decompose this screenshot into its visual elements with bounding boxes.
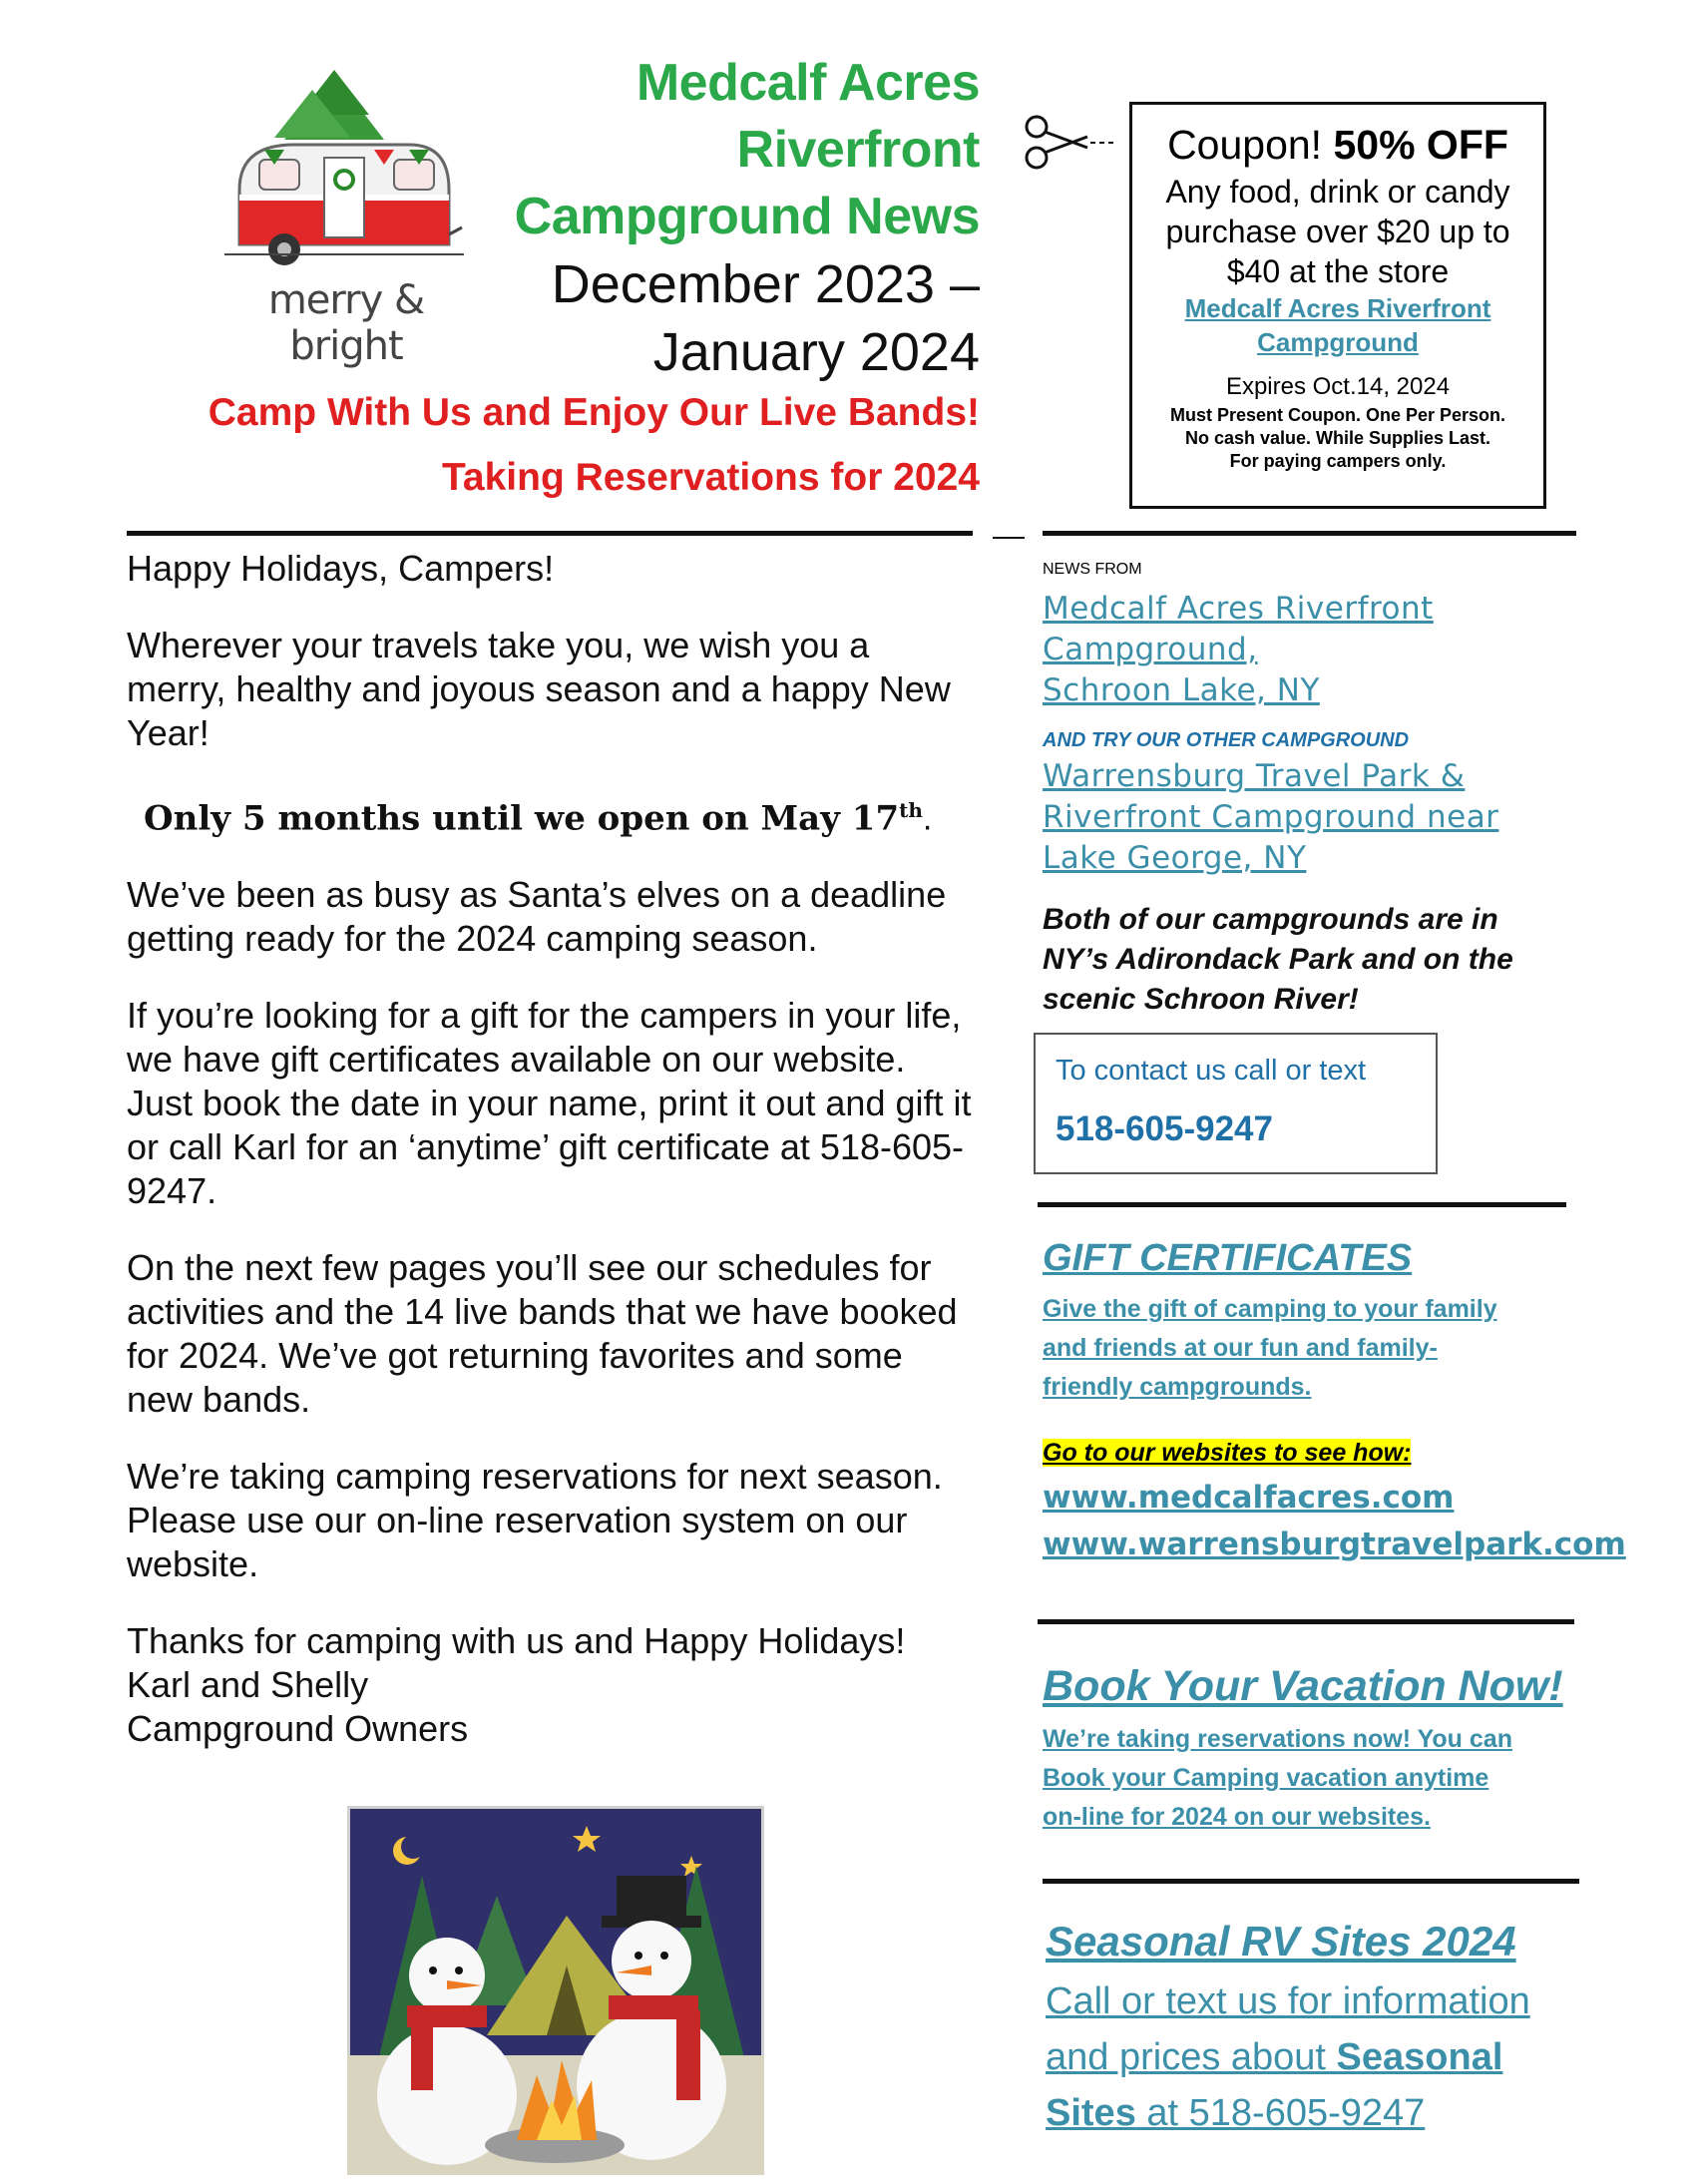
coupon-terms: [1132, 172, 1543, 291]
letter-paragraph: We’ve been as busy as Santa’s elves on a deadline getting ready for the 2024 camping season.: [127, 874, 947, 960]
seasonal-bold: Seasonal: [1336, 2036, 1503, 2078]
seasonal-sites-text[interactable]: [1046, 1973, 1604, 2141]
title-line-2: Riverfront: [736, 121, 980, 179]
snowmen-campfire-painting: [347, 1806, 764, 2175]
note-line: Both of our campgrounds are in: [1043, 903, 1498, 936]
contact-phone[interactable]: 518-605-9247: [1056, 1109, 1273, 1148]
small-divider: [993, 537, 1025, 539]
sidebar-divider-1: [1038, 1202, 1566, 1207]
holiday-letter: [127, 547, 975, 1751]
link-line: Medcalf Acres Riverfront: [1043, 591, 1434, 627]
seasonal-text: and prices about: [1046, 2036, 1337, 2078]
body-line: Book your Camping vacation anytime: [1043, 1764, 1489, 1792]
tagline-bands: Camp With Us and Enjoy Our Live Bands!: [208, 391, 980, 434]
fine-print-line: No cash value. While Supplies Last.: [1184, 428, 1491, 448]
gift-certificates-text[interactable]: [1043, 1290, 1601, 1407]
logo-caption: merry & bright: [267, 277, 425, 369]
right-divider: [1043, 531, 1576, 536]
body-line: friendly campgrounds.: [1043, 1373, 1312, 1401]
sidebar-divider-2: [1038, 1619, 1574, 1624]
link-line: Schroon Lake, NY: [1043, 672, 1320, 708]
coupon-terms-line: purchase over $20 up to: [1165, 214, 1510, 249]
countdown-text: Only 5 months until we open on May 17: [144, 798, 900, 839]
coupon-fine-print: [1132, 404, 1543, 473]
countdown-period: .: [922, 799, 933, 838]
left-divider: [127, 531, 973, 536]
letter-closing: [127, 1619, 975, 1751]
contact-label: To contact us call or text: [1056, 1055, 1367, 1087]
warrensburg-link[interactable]: [1043, 756, 1601, 879]
closing-line: Thanks for camping with us and Happy Holidays!: [127, 1620, 906, 1662]
website-medcalf[interactable]: www.medcalfacres.com: [1043, 1480, 1455, 1516]
seasonal-sites-heading[interactable]: Seasonal RV Sites 2024: [1046, 1918, 1516, 1965]
other-campground-label: AND TRY OUR OTHER CAMPGROUND: [1043, 729, 1410, 751]
body-line: on-line for 2024 on our websites.: [1043, 1803, 1431, 1831]
news-from-label: NEWS FROM: [1043, 561, 1142, 578]
closing-title: Campground Owners: [127, 1708, 469, 1750]
coupon-headline: [1132, 120, 1543, 170]
link-line: Lake George, NY: [1043, 840, 1307, 876]
opening-countdown: [127, 788, 975, 840]
seasonal-line: [1046, 2029, 1604, 2085]
letter-paragraph: Wherever your travels take you, we wish you a merry, healthy and joyous season and a happy New Year!: [127, 625, 951, 753]
letter-paragraph: On the next few pages you’ll see our schedules for activities and the 14 live bands that we have booked for 2024. We’ve got returning favorites and some new bands.: [127, 1247, 958, 1421]
link-line: Warrensburg Travel Park &: [1043, 758, 1466, 794]
newsletter-title: [421, 50, 980, 386]
note-line: scenic Schroon River!: [1043, 983, 1359, 1016]
date-line-2: January 2024: [652, 322, 980, 382]
title-line-1: Medcalf Acres: [636, 54, 980, 112]
adirondack-note: [1043, 900, 1601, 1020]
seasonal-line: [1046, 2085, 1604, 2141]
coupon-prefix: Coupon!: [1167, 122, 1323, 168]
coupon-link-line: Medcalf Acres Riverfront: [1184, 293, 1491, 323]
coupon-terms-line: $40 at the store: [1226, 253, 1450, 289]
fine-print-line: Must Present Coupon. One Per Person.: [1169, 405, 1506, 425]
medcalf-acres-link[interactable]: [1043, 589, 1601, 711]
coupon-link-line: Campground: [1257, 327, 1419, 357]
body-line: We’re taking reservations now! You can: [1043, 1725, 1512, 1753]
book-vacation-heading[interactable]: Book Your Vacation Now!: [1043, 1662, 1563, 1710]
countdown-suffix: th: [899, 798, 923, 822]
gift-certificates-heading[interactable]: GIFT CERTIFICATES: [1043, 1237, 1413, 1279]
letter-greeting: Happy Holidays, Campers!: [127, 548, 555, 589]
websites-prompt-wrap: [1043, 1439, 1601, 1468]
letter-paragraph: We’re taking camping reservations for next season. Please use our on-line reservation system on our website.: [127, 1456, 943, 1585]
date-line-1: December 2023 –: [551, 254, 980, 314]
websites-prompt: Go to our websites to see how:: [1043, 1439, 1412, 1467]
seasonal-bold: Sites: [1046, 2092, 1136, 2134]
fine-print-line: For paying campers only.: [1229, 451, 1447, 471]
website-warrensburg[interactable]: www.warrensburgtravelpark.com: [1043, 1527, 1626, 1562]
tagline-reservations: Taking Reservations for 2024: [442, 456, 980, 499]
seasonal-line: Call or text us for information: [1046, 1980, 1530, 2022]
title-line-3: Campground News: [514, 188, 980, 245]
letter-paragraph: If you’re looking for a gift for the campers in your life, we have gift certificates available on our website. Just book the date in your name, print it out and gift it or call Karl for an ‘anytime’ gift certificate at 518-605-9247.: [127, 995, 972, 1212]
coupon-terms-line: Any food, drink or candy: [1165, 174, 1510, 210]
note-line: NY’s Adirondack Park and on the: [1043, 943, 1513, 976]
coupon-box: [1129, 102, 1546, 509]
link-line: Campground,: [1043, 632, 1258, 667]
coupon-campground-link[interactable]: [1132, 291, 1543, 359]
book-vacation-text[interactable]: [1043, 1720, 1601, 1837]
sidebar-divider-3: [1043, 1879, 1579, 1884]
scissors-icon: [1023, 115, 1117, 170]
link-line: Riverfront Campground near: [1043, 799, 1499, 835]
coupon-expiry: Expires Oct.14, 2024: [1225, 373, 1451, 400]
body-line: Give the gift of camping to your family: [1043, 1295, 1497, 1323]
closing-signature: Karl and Shelly: [127, 1664, 369, 1706]
seasonal-text: at 518-605-9247: [1135, 2092, 1426, 2134]
contact-box: [1034, 1033, 1438, 1174]
body-line: and friends at our fun and family-: [1043, 1334, 1438, 1362]
coupon-discount: 50% OFF: [1333, 122, 1508, 168]
